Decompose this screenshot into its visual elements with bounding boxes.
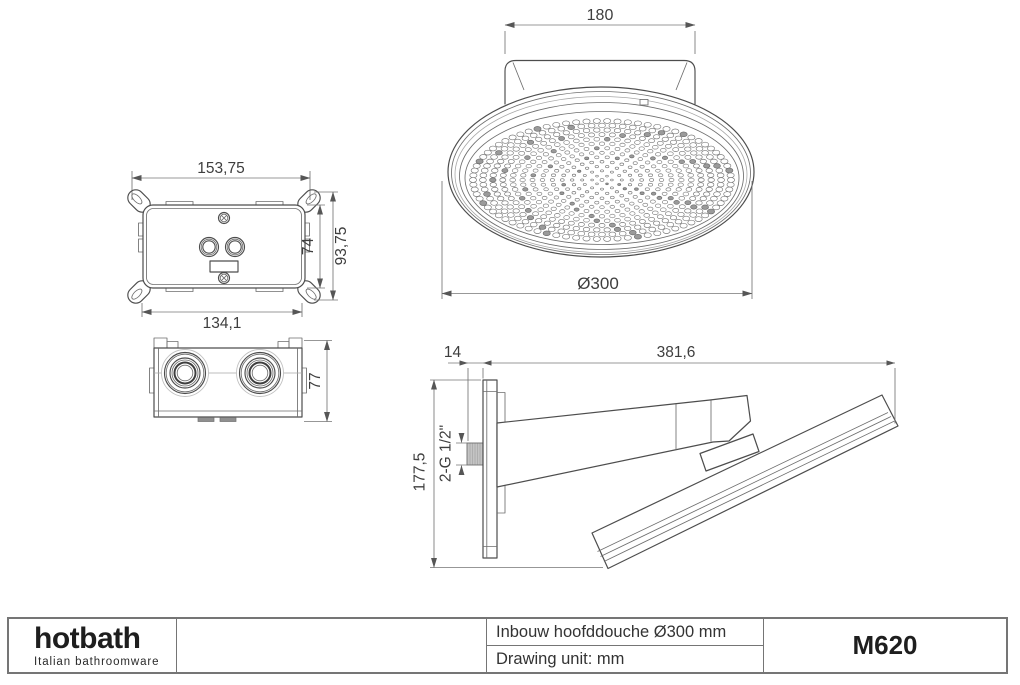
title-block-empty-cell xyxy=(177,619,487,672)
dim-box-slot-spacing: 134,1 xyxy=(202,315,242,332)
dim-box-height-body: 74 xyxy=(300,237,317,256)
dim-thread-spec: 2-G 1/2" xyxy=(437,424,455,483)
water-port xyxy=(162,350,209,397)
dim-box-width-tabs: 153,75 xyxy=(197,160,245,177)
rim-detail xyxy=(640,100,648,106)
screw-icon xyxy=(219,273,230,284)
dim-box-depth: 77 xyxy=(307,372,324,390)
drawing-unit: Drawing unit: mm xyxy=(496,649,625,668)
shower-arm xyxy=(497,396,751,488)
brand-name: hotbath xyxy=(34,621,141,655)
view-shower-head-side xyxy=(412,344,899,569)
view-valve-box-front xyxy=(125,160,350,332)
brand-tagline: Italian bathroomware xyxy=(34,655,160,668)
dim-thread-protrusion: 14 xyxy=(443,344,462,361)
dim-arm-reach: 381,6 xyxy=(656,344,696,361)
brand-logo xyxy=(9,619,177,672)
dim-box-height-tabs: 93,75 xyxy=(333,226,350,266)
dim-head-diameter: Ø300 xyxy=(577,274,619,293)
screw-icon xyxy=(219,213,230,224)
title-block xyxy=(7,617,1008,674)
view-shower-head-bottom xyxy=(442,7,754,299)
water-port xyxy=(237,350,284,397)
product-description: Inbouw hoofddouche Ø300 mm xyxy=(487,619,763,646)
dim-bracket-width: 180 xyxy=(586,7,614,24)
dim-wall-plate-height: 177,5 xyxy=(411,452,429,492)
description-cell xyxy=(487,619,764,672)
wall-plate xyxy=(483,380,497,558)
model-number: M620 xyxy=(852,630,918,660)
view-valve-box-top xyxy=(150,338,333,422)
